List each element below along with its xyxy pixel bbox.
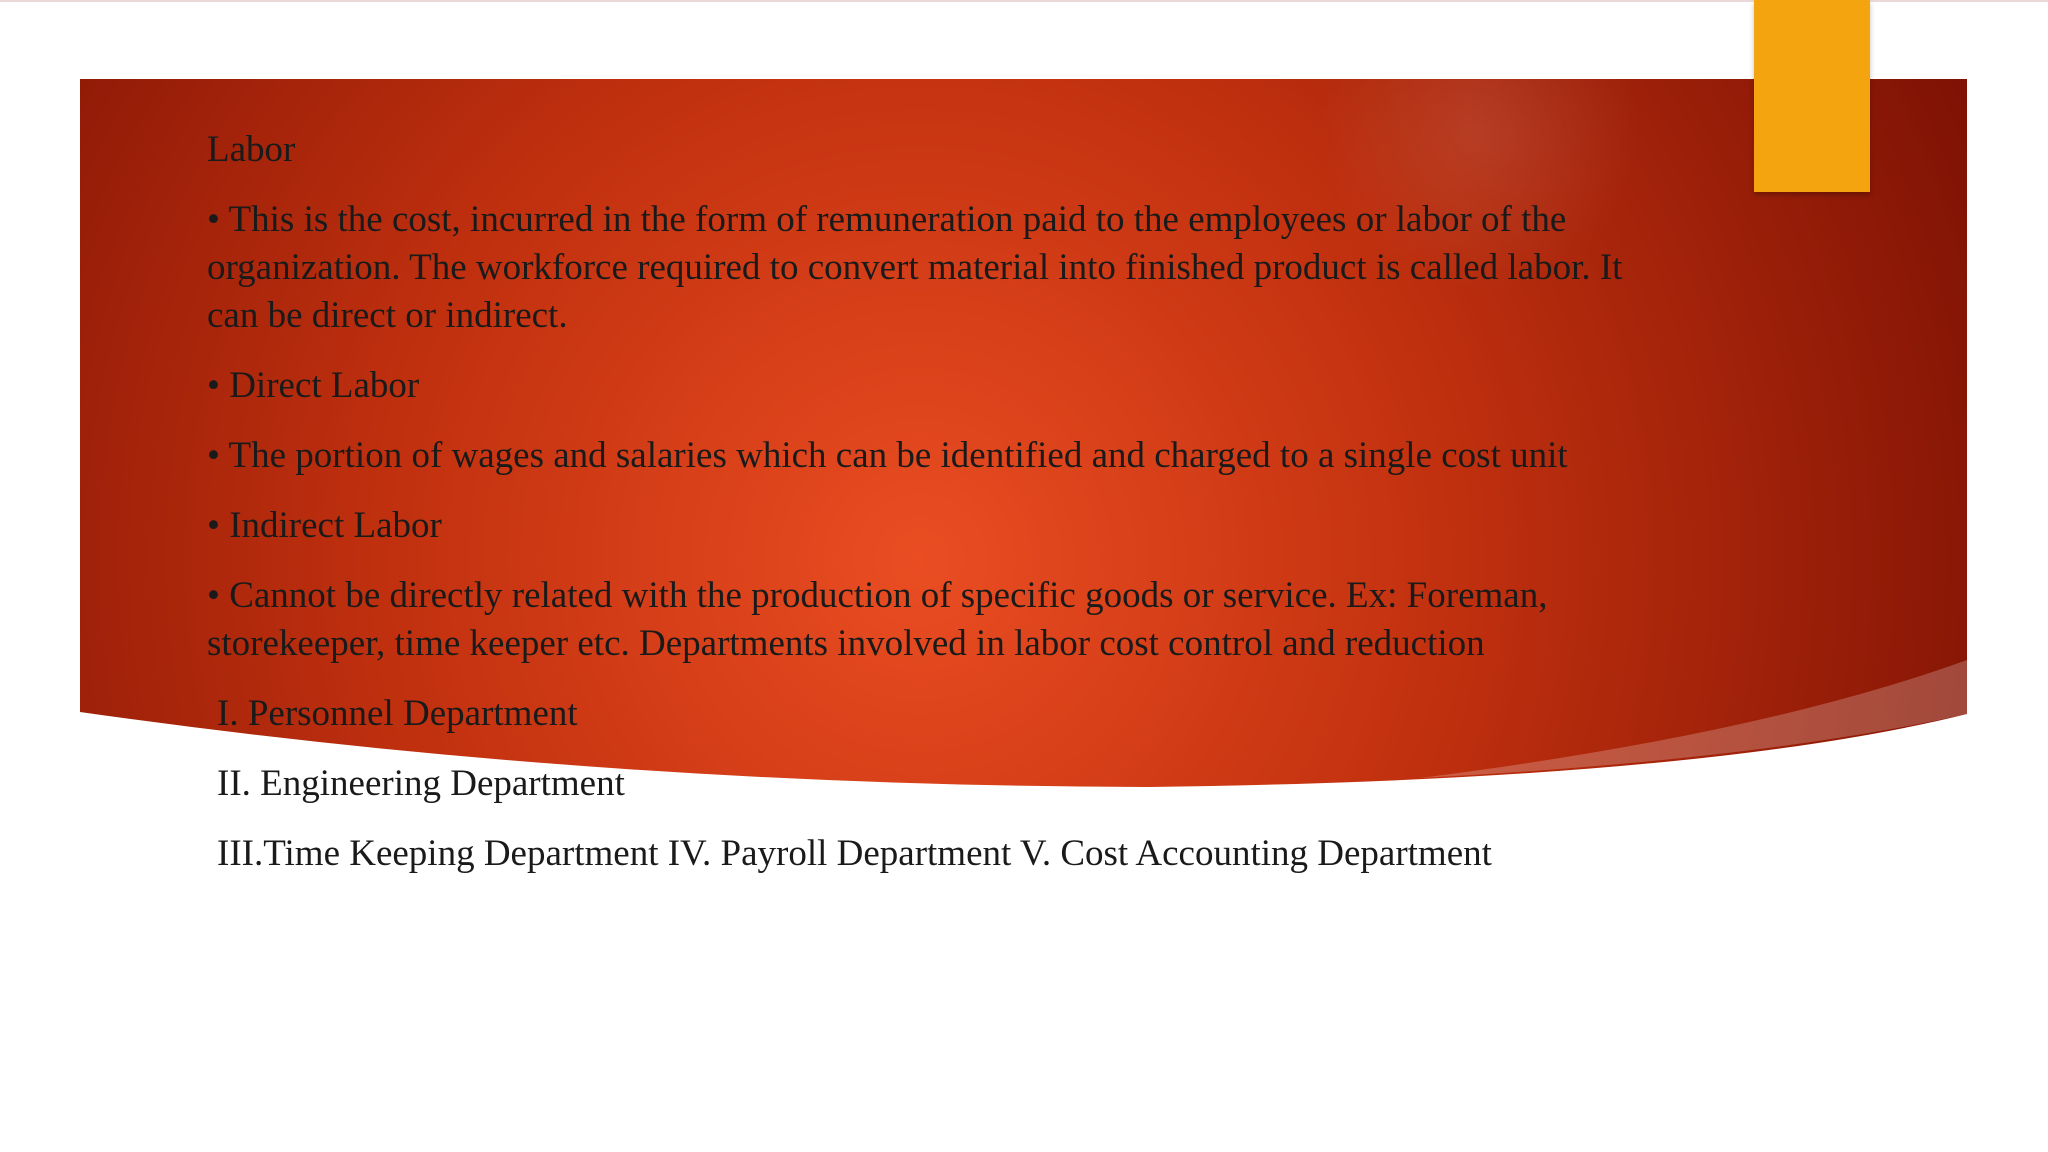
paragraph-direct-labor-definition: • The portion of wages and salaries which can be identified and charged to a single cost unit: [207, 435, 1568, 476]
slide-body: [207, 126, 1667, 900]
department-item-engineering: II. Engineering Department: [217, 763, 625, 804]
department-item-others: III.Time Keeping Department IV. Payroll Department V. Cost Accounting Department: [217, 833, 1492, 874]
paragraph-labor-definition: • This is the cost, incurred in the form of remuneration paid to the employees or labor of the organization. The workforce required to convert material into finished product is called labor. It can be direct or indirect.: [207, 199, 1623, 336]
paragraph-direct-labor: • Direct Labor: [207, 365, 420, 406]
slide-heading: Labor: [207, 129, 296, 170]
orange-tab-marker: [1754, 0, 1870, 192]
department-item-personnel: I. Personnel Department: [217, 693, 578, 734]
paragraph-indirect-labor: • Indirect Labor: [207, 505, 442, 546]
paragraph-indirect-labor-definition: • Cannot be directly related with the production of specific goods or service. Ex: Foreman, storekeeper, time keeper etc. Departments involved in labor cost control and reduction: [207, 575, 1548, 664]
